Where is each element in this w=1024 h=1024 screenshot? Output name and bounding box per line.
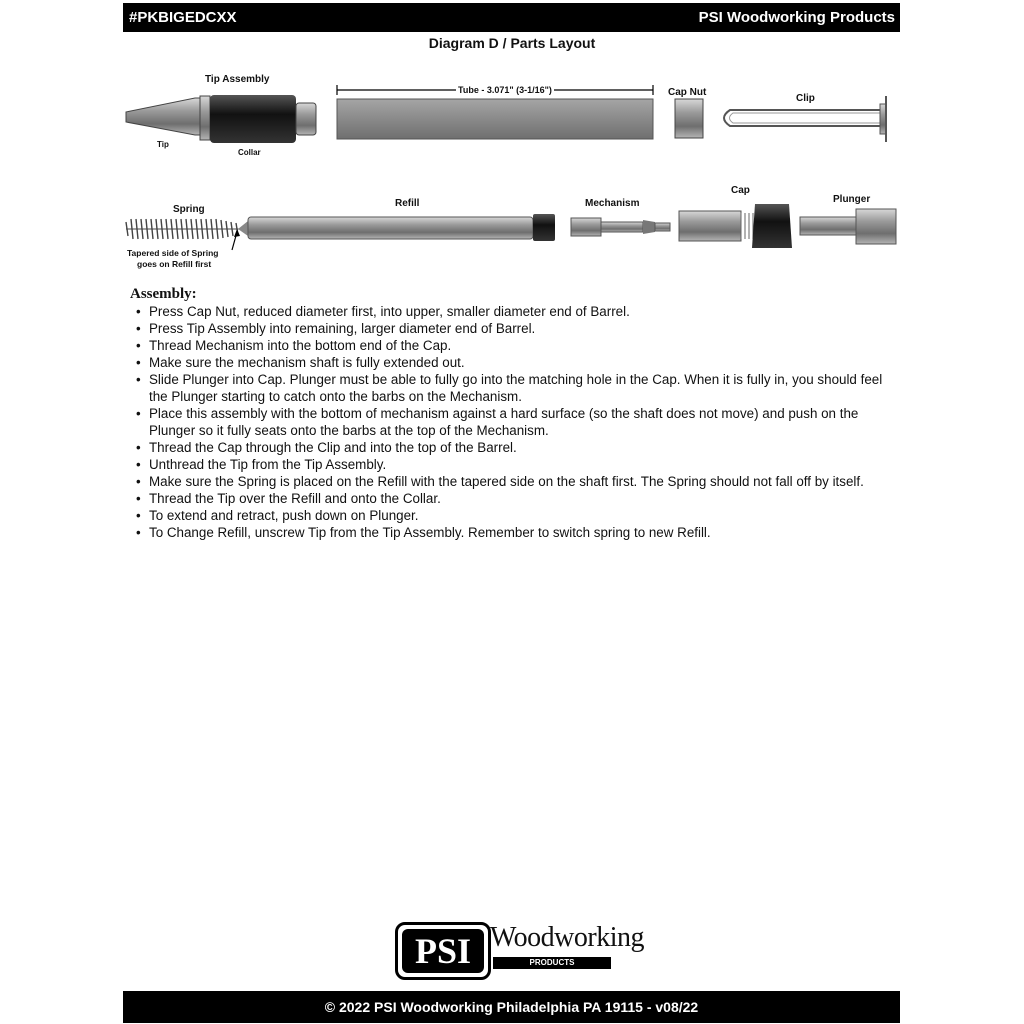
logo-mark-frame <box>395 922 491 980</box>
tip-assembly <box>126 95 316 143</box>
refill <box>238 214 555 241</box>
label-tube: Tube - 3.071" (3-1/16") <box>458 85 552 95</box>
spring <box>126 219 240 239</box>
list-item: • Thread the Tip over the Refill and onto the Collar. <box>149 490 890 507</box>
list-item: • Press Tip Assembly into remaining, larger diameter end of Barrel. <box>149 320 890 337</box>
label-tip: Tip <box>157 140 169 149</box>
mechanism <box>571 218 670 236</box>
list-item: • Make sure the Spring is placed on the Refill with the tapered side on the shaft first. The Spring should not fall off by itself. <box>149 473 890 490</box>
list-item: • Slide Plunger into Cap. Plunger must be able to fully go into the matching hole in the Cap. When it is fully in, you should feel the Plunger starting to catch onto the barbs on the Mechanism. <box>149 371 890 405</box>
list-item: • Make sure the mechanism shaft is fully extended out. <box>149 354 890 371</box>
psi-logo <box>393 920 645 980</box>
footer-copyright: © 2022 PSI Woodworking Philadelphia PA 19115 - v08/22 <box>324 999 699 1015</box>
label-cap: Cap <box>731 185 750 196</box>
cap-nut <box>675 99 703 138</box>
label-clip: Clip <box>796 93 815 104</box>
label-spring: Spring <box>173 204 205 215</box>
diagram-title: Diagram D / Parts Layout <box>428 35 596 51</box>
cap <box>679 204 792 248</box>
tip-grip <box>210 95 296 143</box>
assembly-heading: Assembly: <box>130 286 197 302</box>
label-plunger: Plunger <box>833 194 871 205</box>
plunger <box>800 209 896 244</box>
list-item: • Unthread the Tip from the Tip Assembly. <box>149 456 890 473</box>
logo-wordmark: Woodworking <box>490 922 645 953</box>
parts-diagram <box>0 0 1024 290</box>
tip <box>126 98 200 135</box>
list-item: • Place this assembly with the bottom of mechanism against a hard surface (so the shaft does not move) and push on the Plunger so it fully seats onto the barbs at the top of the Mechanism. <box>149 405 890 439</box>
list-item: • To extend and retract, push down on Plunger. <box>149 507 890 524</box>
list-item: • Thread the Cap through the Clip and into the top of the Barrel. <box>149 439 890 456</box>
logo-mark: PSI <box>402 929 484 973</box>
spring-note-line-2: goes on Refill first <box>137 259 212 269</box>
list-item: • Thread Mechanism into the bottom end of the Cap. <box>149 337 890 354</box>
footer-bar <box>123 991 900 1023</box>
company-name: PSI Woodworking Products <box>698 9 895 26</box>
collar <box>296 103 316 135</box>
list-item: • To Change Refill, unscrew Tip from the Tip Assembly. Remember to switch spring to new Refill. <box>149 524 890 541</box>
label-refill: Refill <box>395 198 420 209</box>
label-cap-nut: Cap Nut <box>668 87 707 98</box>
label-tip-assembly: Tip Assembly <box>205 74 270 85</box>
logo-subtitle: PRODUCTS <box>493 957 611 969</box>
label-collar: Collar <box>238 148 261 157</box>
label-mechanism: Mechanism <box>585 198 640 209</box>
assembly-steps <box>130 303 890 541</box>
assembly-instructions <box>130 286 890 541</box>
product-code: #PKBIGEDCXX <box>129 9 237 26</box>
list-item: • Press Cap Nut, reduced diameter first, into upper, smaller diameter end of Barrel. <box>149 303 890 320</box>
spring-note-line-1: Tapered side of Spring <box>127 248 219 258</box>
